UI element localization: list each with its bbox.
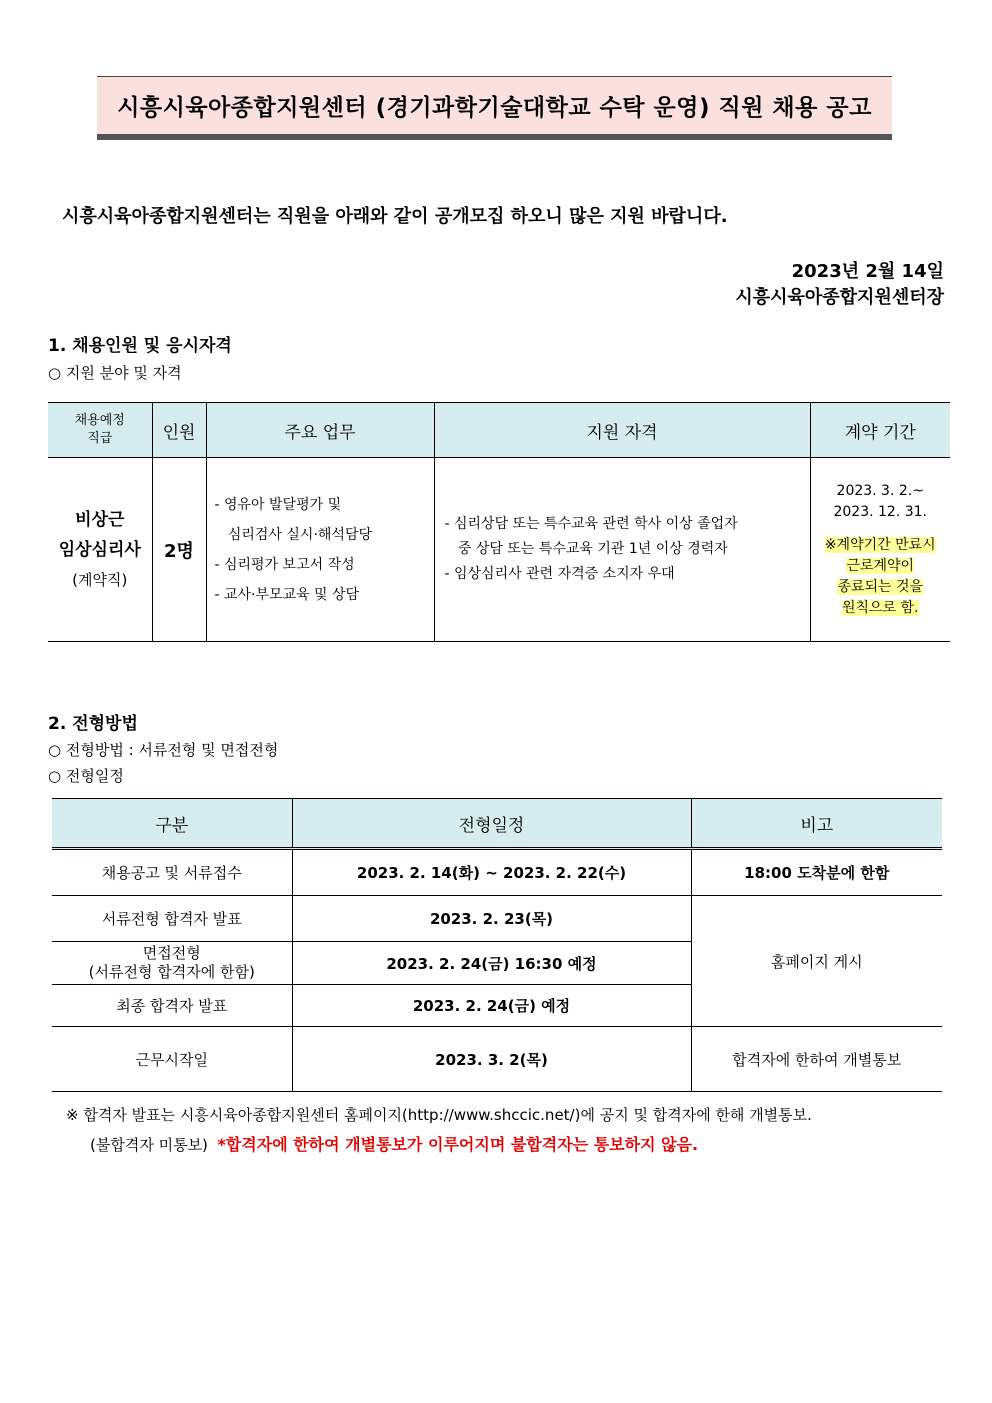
duty-item: - 교사·부모교육 및 상담 <box>214 586 360 603</box>
note-cell: 18:00 도착분에 한함 <box>691 849 942 896</box>
position-cell: 비상근 임상심리사 (계약직) <box>48 458 152 642</box>
table-row <box>52 896 942 942</box>
qual-item: 중 상담 또는 특수교육 기관 1년 이상 경력자 <box>444 541 728 557</box>
header-note: 비고 <box>691 799 942 849</box>
footnote-warning: *합격자에 한하여 개별통보가 이루어지며 불합격자는 통보하지 않음. <box>217 1135 699 1154</box>
period-note: 근로계약이 <box>846 557 915 574</box>
duties-cell <box>206 458 434 642</box>
schedule-table <box>52 798 942 1092</box>
qualification-table <box>48 402 950 642</box>
count-cell: 2명 <box>152 458 206 642</box>
quals-cell <box>434 458 810 642</box>
header-quals: 지원 자격 <box>434 403 810 458</box>
section1-title: 1. 채용인원 및 응시자격 <box>48 336 232 356</box>
schedule-cell: 2023. 2. 14(화) ~ 2023. 2. 22(수) <box>292 849 691 896</box>
category-cell: 근무시작일 <box>52 1027 292 1092</box>
note-cell: 홈페이지 게시 <box>691 896 942 1027</box>
page-title: 시흥시육아종합지원센터 (경기과학기술대학교 수탁 운영) 직원 채용 공고 <box>97 76 892 140</box>
category-cell: 채용공고 및 서류접수 <box>52 849 292 896</box>
period-end: 2023. 12. 31. <box>833 503 927 520</box>
schedule-cell: 2023. 2. 24(금) 예정 <box>292 985 691 1027</box>
period-note: 원칙으로 함. <box>841 599 919 616</box>
period-note: ※계약기간 만료시 <box>824 536 936 553</box>
category-cell: 최종 합격자 발표 <box>52 985 292 1027</box>
category-cell: 서류전형 합격자 발표 <box>52 896 292 942</box>
announcement-date: 2023년 2월 14일 <box>791 261 944 282</box>
header-category: 구분 <box>52 799 292 849</box>
header-duties: 주요 업무 <box>206 403 434 458</box>
schedule-cell: 2023. 2. 24(금) 16:30 예정 <box>292 942 691 985</box>
footnote-prefix: (불합격자 미통보) <box>90 1136 208 1154</box>
header-count: 인원 <box>152 403 206 458</box>
qual-item: - 임상심리사 관련 자격증 소지자 우대 <box>444 566 675 582</box>
schedule-header-row <box>52 799 942 849</box>
duty-item: 심리검사 실시·해석담당 <box>214 526 372 543</box>
section1-bullet: ○ 지원 분야 및 자격 <box>48 364 182 382</box>
qualification-row <box>48 458 950 642</box>
footnote-line1: ※ 합격자 발표는 시흥시육아종합지원센터 홈페이지(http://www.shccic.net/)에 공지 및 합격자에 한해 개별통보. <box>66 1106 812 1124</box>
section2-bullet-method: ○ 전형방법 : 서류전형 및 면접전형 <box>48 741 279 759</box>
header-schedule: 전형일정 <box>292 799 691 849</box>
schedule-cell: 2023. 2. 23(목) <box>292 896 691 942</box>
header-position: 채용예정 직급 <box>48 403 152 458</box>
footnote-line2 <box>90 1132 698 1155</box>
intro-text: 시흥시육아종합지원센터는 직원을 아래와 같이 공개모집 하오니 많은 지원 바랍니다. <box>62 206 728 227</box>
period-note: 종료되는 것을 <box>837 578 924 595</box>
qual-item: - 심리상담 또는 특수교육 관련 학사 이상 졸업자 <box>444 516 738 532</box>
table-row <box>52 849 942 896</box>
duty-item: - 심리평가 보고서 작성 <box>214 556 355 573</box>
header-period: 계약 기간 <box>810 403 950 458</box>
period-cell <box>810 458 950 642</box>
section2-bullet-schedule: ○ 전형일정 <box>48 767 124 785</box>
signer: 시흥시육아종합지원센터장 <box>735 287 944 308</box>
duty-item: - 영유아 발달평가 및 <box>214 496 342 513</box>
schedule-cell: 2023. 3. 2(목) <box>292 1027 691 1092</box>
note-cell: 합격자에 한하여 개별통보 <box>691 1027 942 1092</box>
table-row <box>52 1027 942 1092</box>
period-start: 2023. 3. 2.~ <box>836 482 924 499</box>
section2-title: 2. 전형방법 <box>48 714 138 734</box>
category-cell: 면접전형 (서류전형 합격자에 한함) <box>52 942 292 985</box>
qualification-header-row <box>48 403 950 458</box>
